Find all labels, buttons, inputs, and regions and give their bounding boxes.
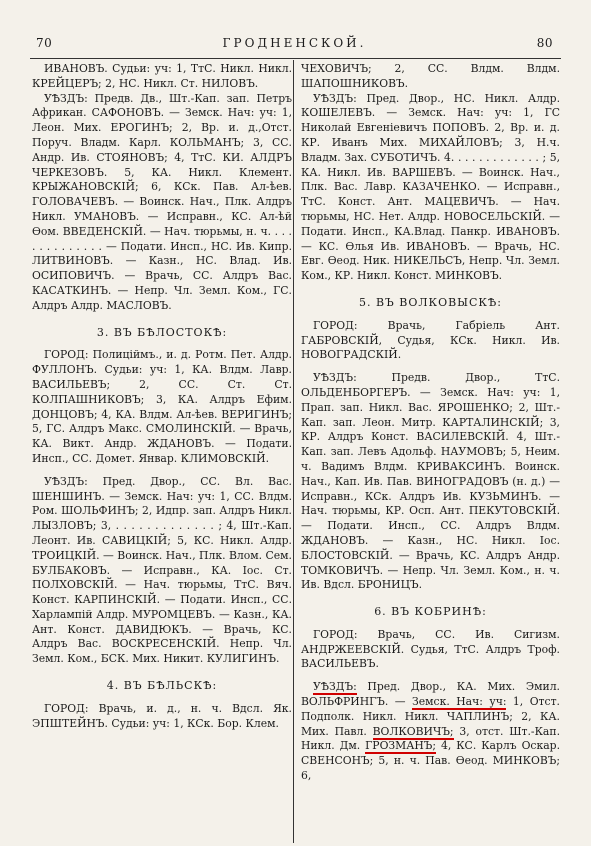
- paragraph: УѢЗДЪ: Предв. Двор., ТтС. ОЛЬДЕНБОРГЕРЪ. — Земск. Нач: уч: 1, Прап. зап. Никл. Вас. ЯРОШЕНКО; 2, Шт.-Кап. зап. Леон. Митр. КАРТАЛИНСКІЙ; 3, КР. Алдръ Конст. ВАСИЛЕВСКІЙ. 4, Шт.-Кап. зап. Левъ Адольф. НАУМОВЪ; 5, Неим. ч. Вадимъ Влдм. КРИВАКСИНЪ. Воинск. Нач., Кап. Ив. Пав. ВИНОГРАДОВЪ (н. д.) — Исправн., КСк. Алдръ Ив. КУЗЬМИНЪ. — Нач. тюрьмы, КР. Осп. Ант. ПЕКУТОВСКІЙ. — Подати. Инсп., СС. Алдръ Влдм. ЖДАНОВЪ. — Казн., НС. Никл. Іос. БЛОСТОВСКІЙ. — Врачь, КС. Алдръ Андр. ТОМКОВИЧЪ. — Непр. Чл. Земл. Ком., н. ч. Ив. Вдсл. БРОНИЦЪ.: [301, 371, 560, 592]
- left-column: [32, 62, 292, 731]
- text-span: Пред. Двор., КА. Мих. Эмил. ВОЛЬФРИНГЪ. —: [301, 680, 560, 709]
- text-span: 4, КС. Карлъ Оскар. СВЕНСОНЪ; 5, н. ч. Пав. Ѳеод. МИНКОВЪ; 6,: [301, 739, 560, 783]
- right-column: [301, 62, 560, 784]
- section-heading: 3. ВЪ БѢЛОСТОКѢ:: [96, 325, 228, 339]
- paragraph: ГОРОД: Полиціймъ., и. д. Ротм. Пет. Алдр. ФУЛЛОНЪ. Судьи: уч: 1, КА. Влдм. Лавр. ВАСИЛЬЕВЪ; 2, СС. Ст. Ст. КОЛПАШНИКОВЪ; 3, КА. Алдръ Ефим. ДОНЦОВЪ; 4, КА. Влдм. Ал-ѣев. ВЕРИГИНЪ; 5, ГС. Алдръ Макс. СМОЛИНСКІЙ. — Врачь, КА. Викт. Андр. ЖДАНОВЪ. — Подати. Инсп., СС. Домет. Январ. КЛИМОВСКІЙ.: [32, 348, 292, 465]
- page-header: [36, 36, 553, 52]
- section-heading: 4. ВЪ БѢЛЬСКѢ:: [106, 679, 218, 693]
- header-rule: [30, 58, 561, 59]
- paragraph: УѢЗДЪ: Предв. Дв., Шт.-Кап. зап. Петръ Африкан. САФОНОВЪ. — Земск. Нач: уч: 1, Леон. Мих. ЕРОГИНЪ; 2, Вр. и. д.,Отст. Поруч. Владм. Карл. КОЛЬМАНЪ; 3, СС. Андр. Ив. СТОЯНОВЪ; 4, ТтС. КИ. АЛДРЪ ЧЕРКЕЗОВЪ. 5, КА. Никл. Клемент. КРЫЖАНОВСКІЙ; 6, КСк. Пав. Ал-ѣев. ГОЛОВАЧЕВЪ. — Воинск. Нач., Плк. Алдръ Никл. УМАНОВЪ. — Исправн., КС. Ал-ѣй Ѳом. ВВЕДЕНСКІЙ. — Нач. тюрьмы, н. ч. . . . . . . . . . . . . . — Подати. Инсп., НС. Ив. Кипр. ЛИТВИНОВЪ. — Казн., НС. Влад. Ив. ОСИПОВИЧЪ. — Врачь, СС. Алдръ Вас. КАСАТКИНЪ. — Непр. Чл. Земл. Ком., ГС. Алдръ Алдр. МАСЛОВЪ.: [32, 91, 292, 312]
- paragraph: УѢЗДЪ: Пред. Двор., НС. Никл. Алдр. КОШЕЛЕВЪ. — Земск. Нач: уч: 1, ГС Николай Евгеніевичъ ПОПОВЪ. 2, Вр. и. д. КР. Иванъ Мих. МИХАЙЛОВЪ; 3, Н.ч. Владм. Зах. СУБОТИЧЪ. 4. . . . . . . . . . . . . ; 5, КА. Никл. Ив. ВАРШЕВЪ. — Воинск. Нач., Плк. Вас. Лавр. КАЗАЧЕНКО. — Исправн., ТтС. Конст. Ант. МАЦЕВИЧЪ. — Нач. тюрьмы, НС. Нет. Алдр. НОВОСЕЛЬСКІЙ. — Подати. Инсп., КА.Влад. Панкр. ИВАНОВЪ. — КС. Ѳлья Ив. ИВАНОВЪ. — Врачь, НС. Евг. Ѳеод. Ник. НИКЕЛЬСЪ, Непр. Чл. Земл. Ком., КР. Никл. Конст. МИНКОВЪ.: [301, 91, 560, 283]
- page-title: ГРОДНЕНСКОЙ.: [222, 36, 367, 50]
- highlighted-text: ГРОЗМАНЪ;: [365, 739, 437, 753]
- paragraph: ГОРОД: Врачь, Габріель Ант. ГАБРОВСКІЙ, Судья, КСк. Никл. Ив. НОВОГРАДСКІЙ.: [301, 318, 560, 362]
- paragraph: ГОРОД: Врачь, СС. Ив. Сигизм. АНДРЖЕЕВСКІЙ. Судья, ТтС. Алдръ Троф. ВАСИЛЬЕВЪ.: [301, 627, 560, 671]
- text-span: 3, отст. Шт.-Кап. Никл. Дм.: [301, 724, 560, 753]
- highlighted-text: Земск. Нач: уч:: [412, 695, 507, 709]
- highlighted-text: УѢЗДЪ:: [313, 680, 357, 694]
- column-divider: [293, 60, 294, 843]
- paragraph: ЧЕХОВИЧЪ; 2, СС. Влдм. Влдм. ШАПОШНИКОВЪ.: [301, 62, 560, 90]
- paragraph: ГОРОД: Врачь, и. д., н. ч. Вдсл. Як. ЭПШТЕЙНЪ. Судьи: уч: 1, КСк. Бор. Клем.: [32, 701, 292, 730]
- highlighted-text: ВОЛКОВИЧЪ;: [372, 724, 454, 738]
- section-heading: 6. ВЪ КОБРИНѢ:: [374, 605, 487, 619]
- text-span: 1, Отст. Подполк. Никл. Никл. ЧАПЛИНЪ; 2, КА. Мих. Павл.: [301, 695, 560, 738]
- paragraph: ИВАНОВЪ. Судьи: уч: 1, ТтС. Никл. Никл. КРЕЙЦЕРЪ; 2, НС. Никл. Ст. НИЛОВЪ.: [32, 62, 292, 90]
- section-heading: 5. ВЪ ВОЛКОВЫСКѢ:: [358, 295, 503, 309]
- paragraph: УѢЗДЪ: Пред. Двор., СС. Вл. Вас. ШЕНШИНЪ. — Земск. Нач: уч: 1, СС. Влдм. Ром. ШОЛЬФИНЪ; 2, Идпр. зап. Алдръ Никл. ЛЫЗЛОВЪ; 3, . . . . . . . . . . . . . ; 4, Шт.-Кап. Леонт. Ив. САВИЦКІЙ; 5, КС. Никл. Алдр. ТРОИЦКІЙ. — Воинск. Нач., Плк. Влом. Сем. БУЛБАКОВЪ. — Исправн., КА. Іос. Ст. ПОЛХОВСКІЙ. — Нач. тюрьмы, ТтС. Вяч. Конст. КАРПИНСКІЙ. — Подати. Инсп., СС. Харлампій Алдр. МУРОМЦЕВЪ. — Казн., КА. Ант. Конст. ДАВИДЮКЪ. — Врачь, КС. Алдръ Вас. ВОСКРЕСЕНСКІЙ. Непр. Чл. Земл. Ком., БСК. Мих. Никит. КУЛИГИНЪ.: [32, 474, 292, 666]
- paragraph-highlighted: [301, 680, 560, 784]
- page-number-right: 80: [536, 36, 553, 50]
- page-number-left: 70: [36, 36, 53, 50]
